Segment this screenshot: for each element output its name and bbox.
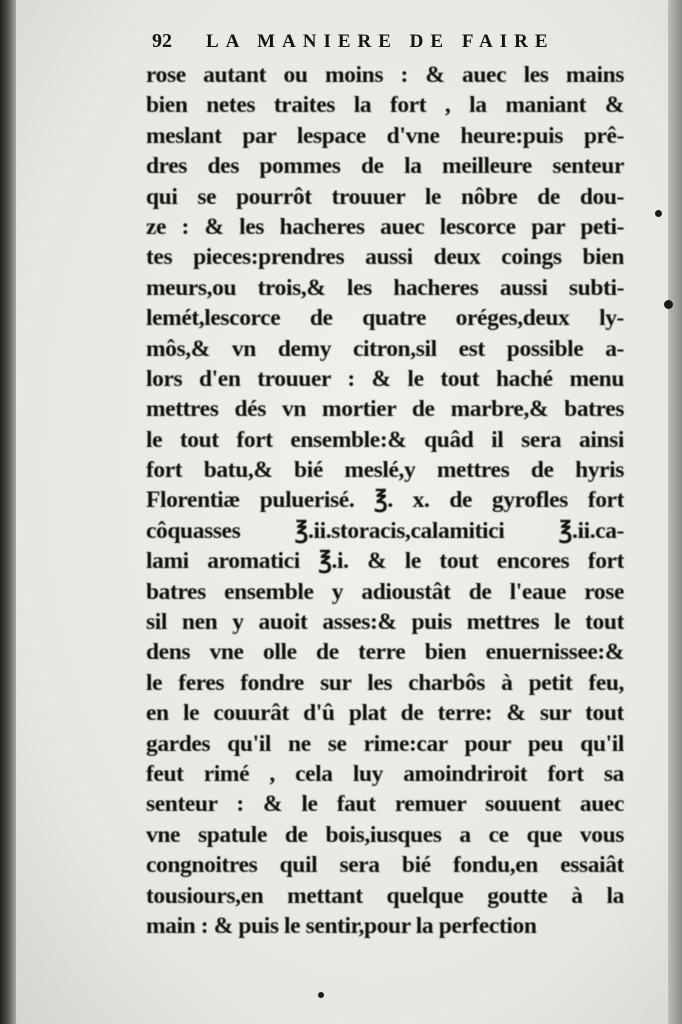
text-line: Florentiæ puluerisé. ℥. x. de gyrofles fort — [146, 487, 624, 514]
text-line: le tout fort ensemble:& quâd il sera ainsi — [146, 426, 624, 453]
ink-speck — [318, 992, 324, 998]
text-line: feut rimé , cela luy amoindriroit fort sa — [146, 760, 624, 787]
text-line: côquasses ℥.ii.storacis,calamitici ℥.ii.ca- — [146, 517, 624, 544]
text-line: lami aromatici ℥.i. & le tout encores fort — [146, 548, 624, 575]
running-head: LA MANIERE DE FAIRE — [206, 31, 555, 52]
text-line: fort batu,& bié meslé,y mettres de hyris — [146, 457, 624, 484]
ink-speck — [655, 210, 662, 217]
text-line: en le couurât d'û plat de terre: & sur tout — [146, 700, 624, 727]
book-gutter — [0, 0, 16, 1024]
page-header — [152, 30, 582, 58]
page-number: 92 — [152, 30, 172, 52]
text-line: main : & puis le sentir,pour la perfection — [146, 912, 537, 939]
text-line: qui se pourrôt trouuer le nôbre de dou- — [146, 183, 624, 210]
text-line: batres ensemble y adioustât de l'eaue rose — [146, 578, 624, 605]
text-line: congnoitres quil sera bié fondu,en essaiât — [146, 852, 624, 879]
text-line: môs,& vn demy citron,sil est possible a- — [146, 335, 624, 362]
text-line: dens vne olle de terre bien enuernissee:& — [146, 639, 624, 666]
text-line: lemét,lescorce de quatre oréges,deux ly- — [146, 305, 624, 332]
text-line: meslant par lespace d'vne heure:puis prê- — [146, 122, 624, 149]
text-line: meurs,ou trois,& les hacheres aussi subti- — [146, 274, 624, 301]
text-line: rose autant ou moins : & auec les mains — [146, 62, 624, 88]
text-line: senteur : & le faut remuer souuent auec — [146, 791, 624, 818]
text-line: vne spatule de bois,iusques a ce que vous — [146, 821, 624, 848]
text-line: tousiours,en mettant quelque goutte à la — [146, 882, 624, 909]
text-line: dres des pommes de la meilleure senteur — [146, 153, 624, 180]
text-line: le feres fondre sur les charbôs à petit feu, — [146, 669, 624, 696]
text-line: mettres dés vn mortier de marbre,& batres — [146, 396, 624, 423]
text-line: bien netes traites la fort , la maniant & — [146, 92, 624, 119]
text-line: lors d'en trouuer : & le tout haché menu — [146, 365, 624, 392]
ink-speck — [664, 300, 673, 309]
body-text — [146, 60, 624, 941]
text-line: tes pieces:prendres aussi deux coings bien — [146, 244, 624, 271]
text-line: gardes qu'il ne se rime:car pour peu qu'il — [146, 730, 624, 757]
text-line: ze : & les hacheres auec lescorce par peti- — [146, 213, 624, 240]
text-line: sil nen y auoit asses:& puis mettres le tout — [146, 609, 624, 636]
